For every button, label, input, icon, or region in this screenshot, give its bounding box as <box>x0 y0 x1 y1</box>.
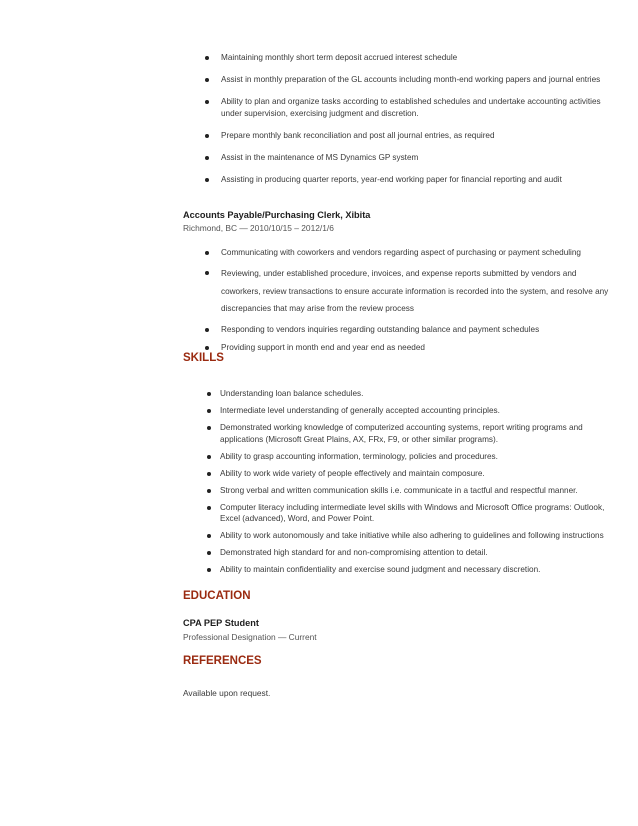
list-item: Ability to grasp accounting information, terminology, policies and procedures. <box>220 451 612 463</box>
bullet-icon <box>207 426 211 430</box>
list-item: Communicating with coworkers and vendors regarding aspect of purchasing or payment scheduling <box>221 247 611 259</box>
bullet-icon <box>205 271 209 275</box>
references-text: Available upon request. <box>183 688 271 698</box>
bullet-icon <box>207 568 211 572</box>
education-meta: Professional Designation — Current <box>183 632 317 642</box>
education-title: CPA PEP Student <box>183 618 259 628</box>
education-heading: EDUCATION <box>183 590 251 602</box>
bullet-icon <box>205 56 209 60</box>
list-item: Demonstrated working knowledge of computerized accounting systems, report writing programs and applications (Microsoft Great Plains, AX, FRx, F9, or other similar programs). <box>220 422 612 445</box>
list-item: Prepare monthly bank reconciliation and post all journal entries, as required <box>221 130 611 142</box>
job-title: Accounts Payable/Purchasing Clerk, Xibita <box>183 210 371 220</box>
list-item: Providing support in month end and year end as needed <box>221 342 611 354</box>
bullet-icon <box>205 178 209 182</box>
references-heading: REFERENCES <box>183 655 262 667</box>
bullet-icon <box>207 551 211 555</box>
bullet-icon <box>205 100 209 104</box>
job-duties-list <box>221 247 611 360</box>
list-item: Responding to vendors inquiries regarding outstanding balance and payment schedules <box>221 324 611 336</box>
bullet-icon <box>205 346 209 350</box>
bullet-icon <box>207 472 211 476</box>
bullet-icon <box>207 534 211 538</box>
previous-job-duties-list <box>221 52 611 196</box>
list-item: Intermediate level understanding of generally accepted accounting principles. <box>220 405 612 417</box>
bullet-icon <box>205 134 209 138</box>
list-item: Assisting in producing quarter reports, year-end working paper for financial reporting and audit <box>221 174 611 186</box>
job-location-dates: Richmond, BC — 2010/10/15 – 2012/1/6 <box>183 223 334 233</box>
list-item: Ability to plan and organize tasks according to established schedules and undertake accounting activities under supervision, exercising judgment and discretion. <box>221 96 611 120</box>
bullet-icon <box>207 506 211 510</box>
list-item: Strong verbal and written communication skills i.e. communicate in a tactful and respectful manner. <box>220 485 612 497</box>
list-item: Assist in monthly preparation of the GL accounts including month-end working papers and journal entries <box>221 74 611 86</box>
list-item: Ability to work wide variety of people effectively and maintain composure. <box>220 468 612 480</box>
skills-list <box>220 388 612 581</box>
bullet-icon <box>207 392 211 396</box>
list-item: Computer literacy including intermediate level skills with Windows and Microsoft Office programs: Outlook, Excel (advanced), Word, and Power Point. <box>220 502 612 525</box>
list-item: Demonstrated high standard for and non-compromising attention to detail. <box>220 547 612 559</box>
bullet-icon <box>207 489 211 493</box>
skills-heading: SKILLS <box>183 352 224 364</box>
list-item: Assist in the maintenance of MS Dynamics GP system <box>221 152 611 164</box>
bullet-icon <box>205 78 209 82</box>
list-item: Ability to maintain confidentiality and exercise sound judgment and necessary discretion. <box>220 564 612 576</box>
bullet-icon <box>205 251 209 255</box>
list-item: Understanding loan balance schedules. <box>220 388 612 400</box>
list-item: Maintaining monthly short term deposit accrued interest schedule <box>221 52 611 64</box>
bullet-icon <box>205 328 209 332</box>
bullet-icon <box>207 455 211 459</box>
bullet-icon <box>207 409 211 413</box>
bullet-icon <box>205 156 209 160</box>
list-item: Ability to work autonomously and take initiative while also adhering to guidelines and following instructions <box>220 530 612 542</box>
list-item: Reviewing, under established procedure, invoices, and expense reports submitted by vendors and coworkers, review transactions to ensure accurate information is recorded into the system, and resolve any discrepancies that may arise from the review process <box>221 265 611 318</box>
